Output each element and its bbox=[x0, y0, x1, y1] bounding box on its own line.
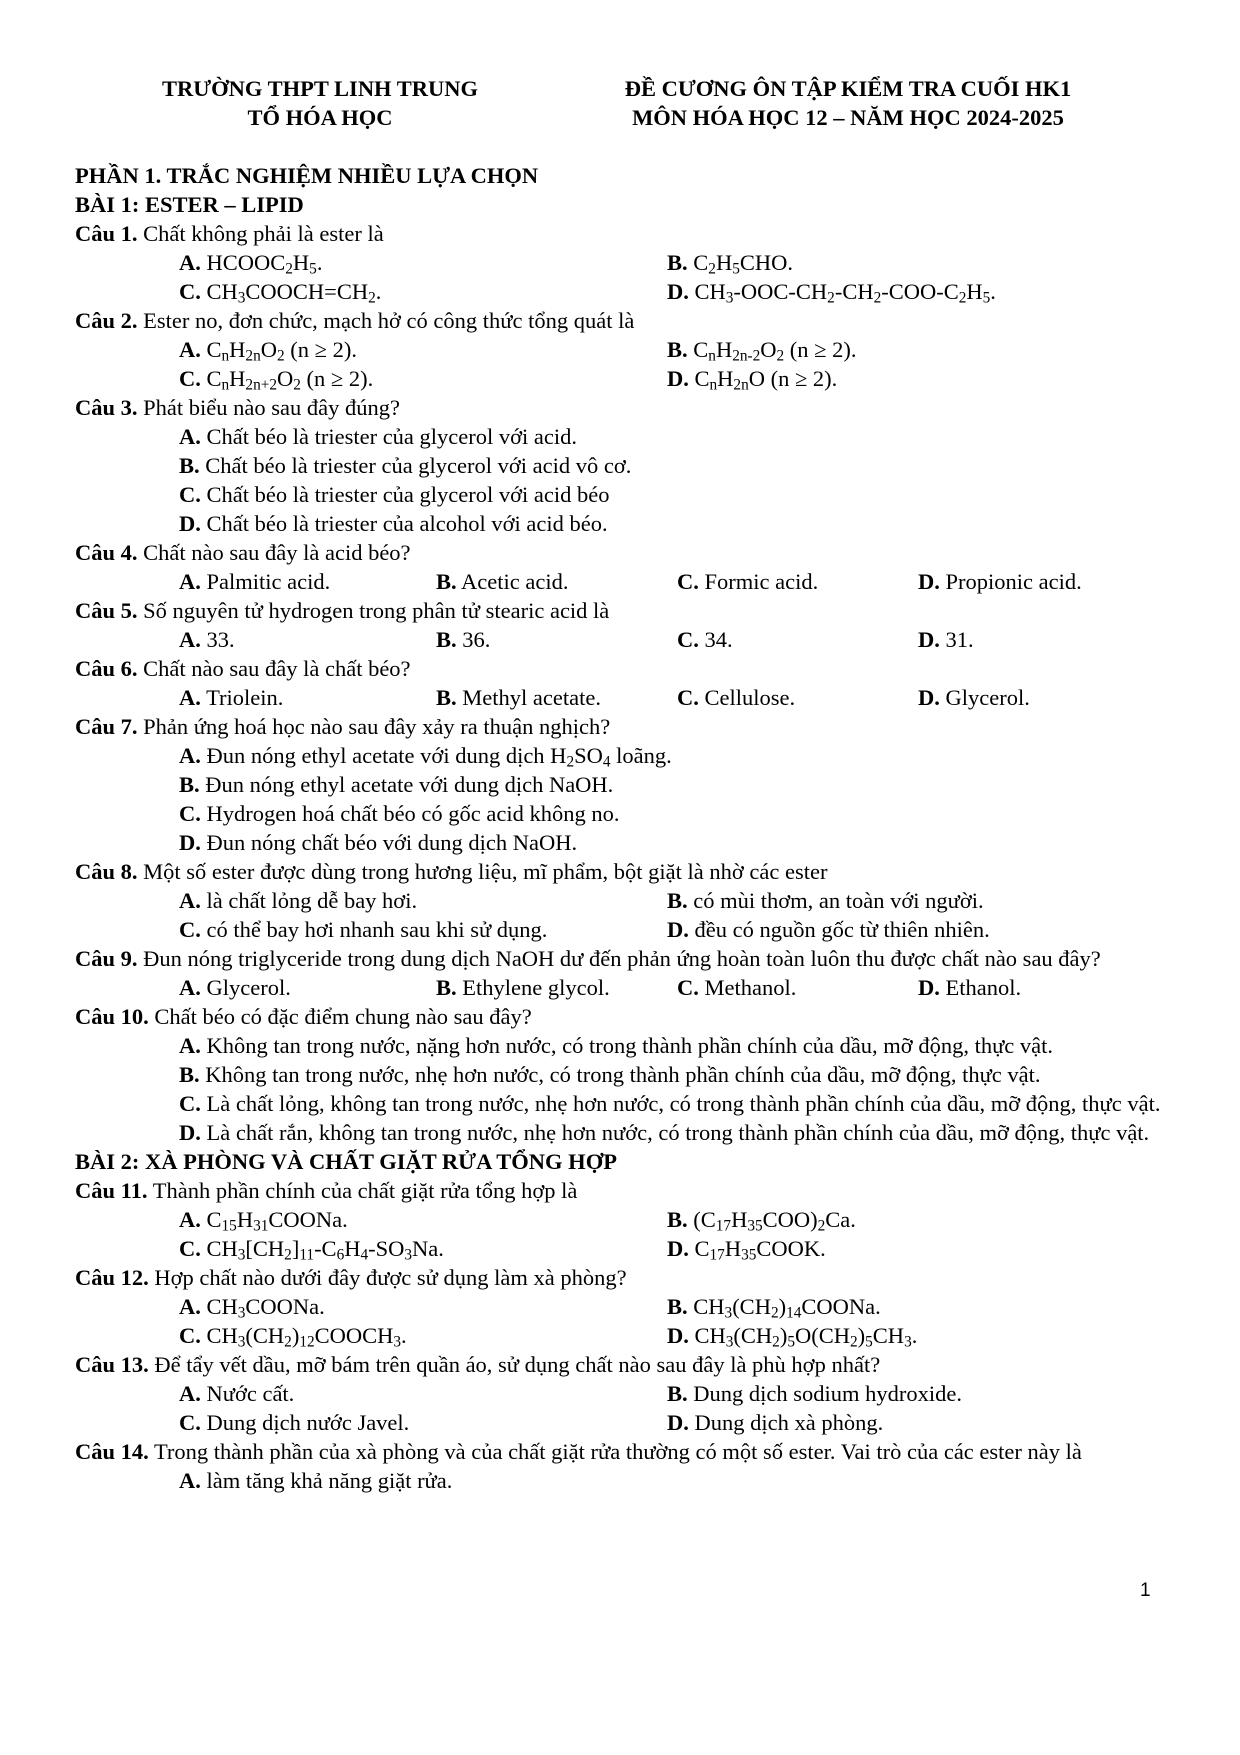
option-text: Methanol. bbox=[704, 975, 797, 1000]
document-content bbox=[75, 161, 1175, 1495]
option-letter: B. bbox=[179, 1062, 200, 1087]
option-letter: B. bbox=[436, 975, 457, 1000]
question-number: Câu 9. bbox=[75, 946, 138, 971]
answer-option bbox=[179, 1408, 409, 1437]
option-text: Là chất rắn, không tan trong nước, nhẹ hơn nước, có trong thành phần chính của dầu, mỡ động, thực vật. bbox=[206, 1120, 1150, 1145]
option-text: $CH_3COOCH=CH_2$. bbox=[206, 279, 382, 307]
option-letter: C. bbox=[179, 1323, 201, 1348]
answer-option bbox=[75, 799, 1175, 828]
options-row bbox=[75, 277, 1175, 306]
answer-option bbox=[667, 248, 793, 277]
option-letter: C. bbox=[677, 975, 699, 1000]
question-text: Ester no, đơn chức, mạch hở có công thức tổng quát là bbox=[143, 308, 635, 333]
option-text: $CH_3(CH_2)_{12}COOCH_3$. bbox=[206, 1323, 407, 1351]
option-text: Triolein. bbox=[206, 685, 284, 710]
option-letter: A. bbox=[179, 685, 201, 710]
option-text: Dung dịch sodium hydroxide. bbox=[693, 1381, 962, 1406]
question-text: Chất không phải là ester là bbox=[143, 221, 384, 246]
question-text: Phát biểu nào sau đây đúng? bbox=[143, 395, 400, 420]
options-row bbox=[75, 886, 1175, 915]
options-row bbox=[75, 567, 1175, 596]
option-letter: D. bbox=[667, 279, 689, 304]
answer-option bbox=[179, 683, 283, 712]
option-letter: C. bbox=[179, 279, 201, 304]
option-text: có mùi thơm, an toàn với người. bbox=[693, 888, 984, 913]
options-row bbox=[75, 1205, 1175, 1234]
question-stem bbox=[75, 654, 1175, 683]
header-left bbox=[100, 74, 540, 132]
answer-option bbox=[436, 683, 601, 712]
page-number: 1 bbox=[1140, 1580, 1151, 1601]
option-text: Đun nóng chất béo với dung dịch NaOH. bbox=[206, 830, 578, 855]
answer-option bbox=[179, 625, 235, 654]
question-number: Câu 5. bbox=[75, 598, 138, 623]
answer-option bbox=[179, 973, 291, 1002]
option-text: Chất béo là triester của glycerol với acid béo bbox=[206, 482, 610, 507]
answer-option bbox=[75, 1118, 1175, 1147]
option-letter: B. bbox=[436, 685, 457, 710]
option-text: Glycerol. bbox=[206, 975, 291, 1000]
question-stem bbox=[75, 596, 1175, 625]
question-number: Câu 3. bbox=[75, 395, 138, 420]
option-letter: B. bbox=[436, 627, 457, 652]
answer-option bbox=[436, 567, 568, 596]
question-stem bbox=[75, 306, 1175, 335]
question-text: Chất béo có đặc điểm chung nào sau đây? bbox=[154, 1004, 532, 1029]
option-letter: A. bbox=[179, 250, 201, 275]
answer-option bbox=[179, 886, 417, 915]
answer-option bbox=[436, 625, 490, 654]
answer-option bbox=[667, 1379, 962, 1408]
option-letter: A. bbox=[179, 424, 201, 449]
option-letter: B. bbox=[667, 1294, 688, 1319]
option-letter: A. bbox=[179, 1294, 201, 1319]
option-text: 34. bbox=[704, 627, 733, 652]
answer-option bbox=[667, 1292, 881, 1321]
option-text: $C_nH_{2n-2}O_2$ (n ≥ 2). bbox=[693, 337, 857, 365]
answer-option bbox=[75, 509, 1175, 538]
answer-option bbox=[179, 1321, 407, 1350]
option-text: 31. bbox=[945, 627, 974, 652]
option-letter: C. bbox=[179, 1236, 201, 1261]
options-row bbox=[75, 683, 1175, 712]
answer-option bbox=[436, 973, 610, 1002]
question-stem bbox=[75, 1350, 1175, 1379]
option-text: Đun nóng ethyl acetate với dung dịch $H_2SO_4$ loãng. bbox=[206, 743, 672, 771]
question-text: Trong thành phần của xà phòng và của chất giặt rửa thường có một số ester. Vai trò của các ester này là bbox=[153, 1439, 1082, 1464]
department-name: TỔ HÓA HỌC bbox=[247, 105, 393, 130]
option-letter: A. bbox=[179, 1033, 201, 1058]
option-letter: D. bbox=[179, 511, 201, 536]
answer-option bbox=[667, 915, 990, 944]
options-row bbox=[75, 335, 1175, 364]
option-text: Không tan trong nước, nặng hơn nước, có trong thành phần chính của dầu, mỡ động, thực vật. bbox=[206, 1033, 1053, 1058]
option-letter: D. bbox=[918, 627, 940, 652]
answer-option bbox=[179, 915, 547, 944]
options-row bbox=[75, 248, 1175, 277]
options-row bbox=[75, 625, 1175, 654]
option-letter: D. bbox=[918, 685, 940, 710]
question-stem bbox=[75, 538, 1175, 567]
option-letter: B. bbox=[667, 888, 688, 913]
answer-option bbox=[179, 335, 357, 364]
option-text: Ethylene glycol. bbox=[462, 975, 610, 1000]
option-letter: A. bbox=[179, 743, 201, 768]
question-stem bbox=[75, 1002, 1175, 1031]
answer-option bbox=[918, 683, 1030, 712]
option-text: 33. bbox=[206, 627, 235, 652]
options-row bbox=[75, 915, 1175, 944]
option-text: Dung dịch nước Javel. bbox=[206, 1410, 410, 1435]
answer-option bbox=[179, 1292, 325, 1321]
option-text: $CH_3(CH_2)_5O(CH_2)_5CH_3$. bbox=[694, 1323, 918, 1351]
option-text: Cellulose. bbox=[704, 685, 796, 710]
answer-option bbox=[75, 422, 1175, 451]
answer-option bbox=[667, 364, 837, 393]
answer-option bbox=[677, 973, 796, 1002]
option-text: Ethanol. bbox=[945, 975, 1022, 1000]
option-letter: A. bbox=[179, 888, 201, 913]
question-stem bbox=[75, 944, 1175, 973]
answer-option bbox=[918, 567, 1082, 596]
question-number: Câu 12. bbox=[75, 1265, 149, 1290]
answer-option bbox=[667, 335, 856, 364]
options-row bbox=[75, 1408, 1175, 1437]
answer-option bbox=[677, 567, 818, 596]
option-text: $C_2H_5CHO$. bbox=[693, 250, 793, 278]
question-stem bbox=[75, 857, 1175, 886]
question-number: Câu 2. bbox=[75, 308, 138, 333]
answer-option bbox=[75, 1031, 1175, 1060]
option-letter: A. bbox=[179, 569, 201, 594]
option-text: Chất béo là triester của glycerol với acid. bbox=[206, 424, 578, 449]
option-text: Palmitic acid. bbox=[206, 569, 331, 594]
question-number: Câu 4. bbox=[75, 540, 138, 565]
option-letter: C. bbox=[179, 1410, 201, 1435]
option-letter: D. bbox=[179, 1120, 201, 1145]
answer-option bbox=[75, 770, 1175, 799]
question-number: Câu 14. bbox=[75, 1439, 149, 1464]
answer-option bbox=[918, 625, 974, 654]
option-text: Nước cất. bbox=[206, 1381, 295, 1406]
header-right bbox=[548, 74, 1148, 132]
option-letter: C. bbox=[179, 801, 201, 826]
question-stem bbox=[75, 1437, 1175, 1466]
question-stem bbox=[75, 393, 1175, 422]
question-text: Số nguyên tử hydrogen trong phân tử stearic acid là bbox=[143, 598, 610, 623]
question-number: Câu 11. bbox=[75, 1178, 148, 1203]
question-text: Để tẩy vết dầu, mỡ bám trên quần áo, sử dụng chất nào sau đây là phù hợp nhất? bbox=[154, 1352, 881, 1377]
question-number: Câu 10. bbox=[75, 1004, 149, 1029]
question-number: Câu 6. bbox=[75, 656, 138, 681]
option-letter: A. bbox=[179, 1381, 201, 1406]
options-row bbox=[75, 973, 1175, 1002]
option-text: Không tan trong nước, nhẹ hơn nước, có trong thành phần chính của dầu, mỡ động, thực vật. bbox=[205, 1062, 1041, 1087]
answer-option bbox=[667, 886, 984, 915]
answer-option bbox=[75, 741, 1175, 770]
option-text: $C_nH_{2n}O_2$ (n ≥ 2). bbox=[206, 337, 357, 365]
option-text: $CH_3-OOC-CH_2-CH_2-COO-C_2H_5$. bbox=[694, 279, 996, 307]
lesson-heading: BÀI 1: ESTER – LIPID bbox=[75, 192, 304, 217]
answer-option bbox=[667, 1408, 883, 1437]
question-number: Câu 13. bbox=[75, 1352, 149, 1377]
option-letter: D. bbox=[667, 1323, 689, 1348]
answer-option bbox=[677, 625, 733, 654]
answer-option bbox=[75, 1089, 1175, 1118]
option-text: Chất béo là triester của glycerol với acid vô cơ. bbox=[205, 453, 632, 478]
answer-option bbox=[75, 1466, 1175, 1495]
option-letter: A. bbox=[179, 1468, 201, 1493]
option-text: $HCOOC_2H_5$. bbox=[206, 250, 323, 278]
option-text: Propionic acid. bbox=[945, 569, 1082, 594]
options-row bbox=[75, 1379, 1175, 1408]
options-row bbox=[75, 1234, 1175, 1263]
option-text: $(C_{17}H_{35}COO)_2Ca$. bbox=[693, 1207, 856, 1235]
answer-option bbox=[75, 480, 1175, 509]
option-text: Methyl acetate. bbox=[462, 685, 601, 710]
question-stem bbox=[75, 219, 1175, 248]
question-stem bbox=[75, 1263, 1175, 1292]
question-stem bbox=[75, 712, 1175, 741]
option-text: Glycerol. bbox=[945, 685, 1030, 710]
option-text: Dung dịch xà phòng. bbox=[694, 1410, 884, 1435]
answer-option bbox=[179, 364, 373, 393]
question-number: Câu 1. bbox=[75, 221, 138, 246]
option-text: đều có nguồn gốc từ thiên nhiên. bbox=[694, 917, 990, 942]
options-row bbox=[75, 1321, 1175, 1350]
answer-option bbox=[75, 828, 1175, 857]
option-text: có thể bay hơi nhanh sau khi sử dụng. bbox=[206, 917, 548, 942]
answer-option bbox=[918, 973, 1021, 1002]
option-letter: C. bbox=[179, 482, 201, 507]
option-text: $C_nH_{2n}O$ (n ≥ 2). bbox=[694, 366, 838, 394]
question-stem bbox=[75, 1176, 1175, 1205]
answer-option bbox=[75, 451, 1175, 480]
option-letter: B. bbox=[667, 1207, 688, 1232]
options-row bbox=[75, 1292, 1175, 1321]
option-letter: D. bbox=[918, 975, 940, 1000]
answer-option bbox=[667, 277, 996, 306]
answer-option bbox=[75, 1060, 1175, 1089]
question-text: Một số ester được dùng trong hương liệu, mĩ phẩm, bột giặt là nhờ các ester bbox=[143, 859, 828, 884]
answer-option bbox=[179, 1205, 348, 1234]
option-letter: C. bbox=[179, 366, 201, 391]
option-text: làm tăng khả năng giặt rửa. bbox=[206, 1468, 453, 1493]
option-text: Acetic acid. bbox=[461, 569, 569, 594]
option-letter: A. bbox=[179, 1207, 201, 1232]
option-text: Là chất lỏng, không tan trong nước, nhẹ hơn nước, có trong thành phần chính của dầu, mỡ động, thực vật. bbox=[206, 1091, 1161, 1116]
question-number: Câu 8. bbox=[75, 859, 138, 884]
question-text: Đun nóng triglyceride trong dung dịch NaOH dư đến phản ứng hoàn toàn luôn thu được chất nào sau đây? bbox=[143, 946, 1101, 971]
answer-option bbox=[179, 248, 322, 277]
answer-option bbox=[667, 1321, 917, 1350]
option-letter: B. bbox=[436, 569, 457, 594]
document-title: ĐỀ CƯƠNG ÔN TẬP KIỂM TRA CUỐI HK1 bbox=[624, 76, 1072, 101]
document-subtitle: MÔN HÓA HỌC 12 – NĂM HỌC 2024-2025 bbox=[632, 105, 1064, 130]
option-text: $CH_3COONa$. bbox=[206, 1294, 325, 1322]
option-letter: A. bbox=[179, 337, 201, 362]
option-letter: C. bbox=[677, 685, 699, 710]
option-text: $CH_3(CH_2)_{14}COONa$. bbox=[693, 1294, 881, 1322]
option-text: $C_{15}H_{31}COONa$. bbox=[206, 1207, 348, 1235]
option-letter: D. bbox=[918, 569, 940, 594]
option-letter: C. bbox=[677, 627, 699, 652]
school-name: TRƯỜNG THPT LINH TRUNG bbox=[161, 76, 479, 101]
part-heading: PHẦN 1. TRẮC NGHIỆM NHIỀU LỰA CHỌN bbox=[75, 163, 539, 188]
question-text: Phản ứng hoá học nào sau đây xảy ra thuận nghịch? bbox=[143, 714, 611, 739]
answer-option bbox=[667, 1205, 856, 1234]
option-text: 36. bbox=[462, 627, 491, 652]
question-text: Chất nào sau đây là acid béo? bbox=[143, 540, 411, 565]
question-text: Chất nào sau đây là chất béo? bbox=[143, 656, 411, 681]
option-text: $CH_3[CH_2]_{11}-C_6H_4-SO_3Na$. bbox=[206, 1236, 444, 1264]
option-letter: B. bbox=[667, 1381, 688, 1406]
option-letter: D. bbox=[667, 1236, 689, 1261]
answer-option bbox=[677, 683, 795, 712]
option-letter: B. bbox=[667, 250, 688, 275]
option-text: là chất lỏng dễ bay hơi. bbox=[206, 888, 418, 913]
option-text: $C_{17}H_{35}COOK$. bbox=[694, 1236, 826, 1264]
option-letter: A. bbox=[179, 627, 201, 652]
option-letter: C. bbox=[179, 1091, 201, 1116]
answer-option bbox=[179, 567, 330, 596]
option-letter: D. bbox=[179, 830, 201, 855]
option-letter: D. bbox=[667, 1410, 689, 1435]
answer-option bbox=[179, 277, 381, 306]
lesson-heading: BÀI 2: XÀ PHÒNG VÀ CHẤT GIẶT RỬA TỔNG HỢP bbox=[75, 1149, 617, 1174]
option-text: Đun nóng ethyl acetate với dung dịch NaOH. bbox=[205, 772, 614, 797]
option-letter: B. bbox=[179, 453, 200, 478]
answer-option bbox=[667, 1234, 826, 1263]
option-letter: D. bbox=[667, 366, 689, 391]
option-letter: C. bbox=[179, 917, 201, 942]
option-text: $C_nH_{2n+2}O_2$ (n ≥ 2). bbox=[206, 366, 374, 394]
option-text: Formic acid. bbox=[704, 569, 819, 594]
answer-option bbox=[179, 1379, 294, 1408]
options-row bbox=[75, 364, 1175, 393]
option-letter: B. bbox=[179, 772, 200, 797]
answer-option bbox=[179, 1234, 444, 1263]
option-letter: A. bbox=[179, 975, 201, 1000]
option-text: Chất béo là triester của alcohol với acid béo. bbox=[206, 511, 608, 536]
option-letter: C. bbox=[677, 569, 699, 594]
option-letter: B. bbox=[667, 337, 688, 362]
question-text: Thành phần chính của chất giặt rửa tổng hợp là bbox=[152, 1178, 578, 1203]
option-letter: D. bbox=[667, 917, 689, 942]
option-text: Hydrogen hoá chất béo có gốc acid không no. bbox=[206, 801, 620, 826]
question-number: Câu 7. bbox=[75, 714, 138, 739]
question-text: Hợp chất nào dưới đây được sử dụng làm xà phòng? bbox=[154, 1265, 627, 1290]
